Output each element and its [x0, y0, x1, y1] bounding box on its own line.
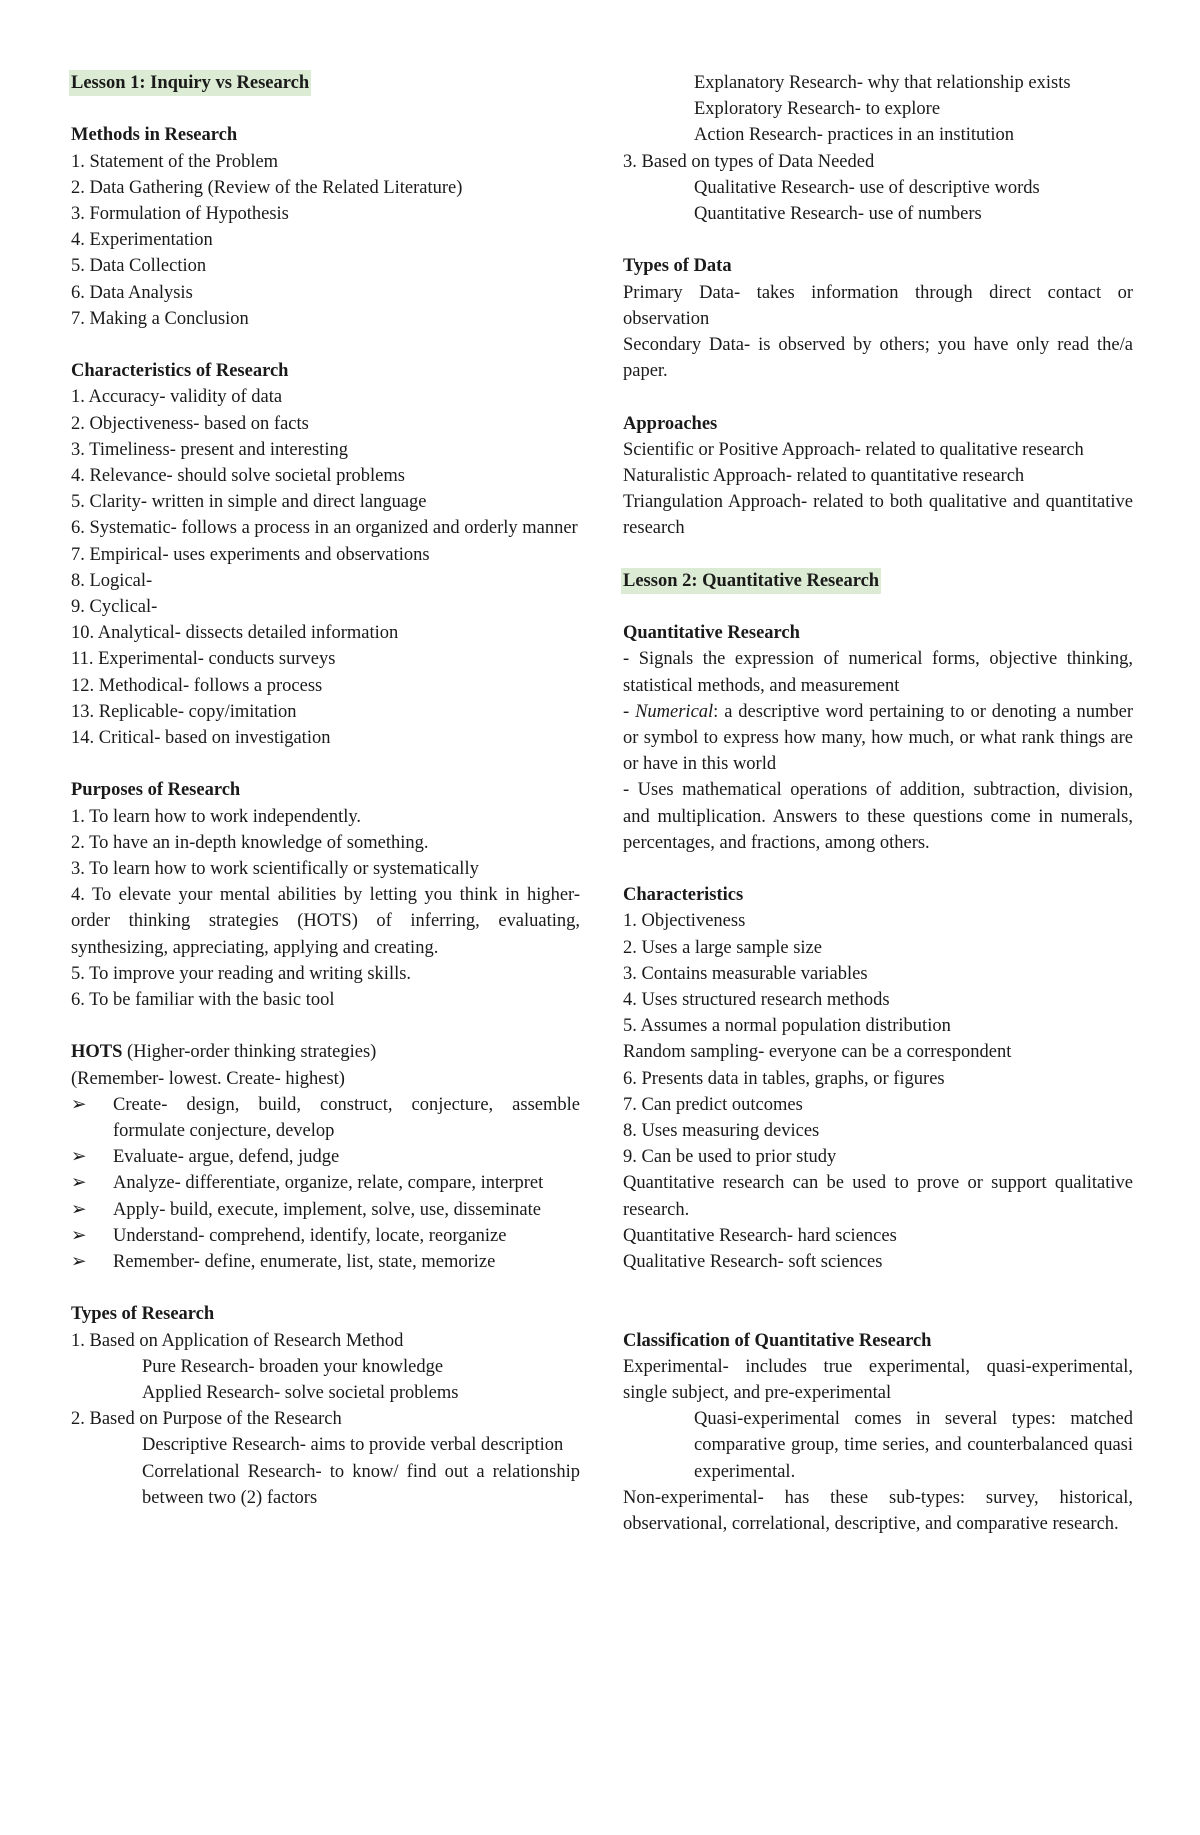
quant-characteristic: 3. Contains measurable variables: [623, 963, 868, 984]
hots-bullet: [71, 1249, 580, 1275]
types-group: 3. Based on types of Data Needed: [623, 151, 875, 172]
hots-bullet-text: Create- design, build, construct, conjecture, assemble formulate conjecture, develop: [113, 1094, 580, 1142]
quant-characteristic: 9. Can be used to prior study: [623, 1147, 837, 1168]
hots-bullet: [71, 1144, 580, 1170]
types-subitem: Quantitative Research- use of numbers: [694, 204, 982, 225]
arrow-bullet-icon: ➢: [71, 1147, 87, 1168]
hots-bullet-text: Remember- define, enumerate, list, state, memorize: [113, 1252, 496, 1273]
methods-item: 1. Statement of the Problem: [71, 151, 279, 172]
characteristics-item: 2. Objectiveness- based on facts: [71, 413, 309, 434]
types-group: 2. Based on Purpose of the Research: [71, 1409, 342, 1430]
purposes-item: 6. To be familiar with the basic tool: [71, 990, 335, 1011]
quant-characteristic: 2. Uses a large sample size: [623, 937, 822, 958]
purposes-item: 5. To improve your reading and writing skills.: [71, 963, 412, 984]
quant-heading: Quantitative Research: [623, 623, 800, 644]
characteristics-item: 4. Relevance- should solve societal problems: [71, 466, 405, 487]
characteristics-heading: Characteristics of Research: [71, 361, 289, 382]
quant-characteristic: 7. Can predict outcomes: [623, 1094, 803, 1115]
quant-characteristic: 1. Objectiveness: [623, 911, 746, 932]
quant-paragraph: - Uses mathematical operations of addition, subtraction, division, and multiplication. Answers to these questions come in numerals, percentages, and fractions, among others.: [623, 780, 1133, 853]
approach-item: Triangulation Approach- related to both qualitative and quantitative research: [623, 492, 1133, 539]
characteristics-item: 11. Experimental- conducts surveys: [71, 649, 336, 670]
characteristics-item: 1. Accuracy- validity of data: [71, 387, 283, 408]
hots-bullet: [71, 1092, 580, 1144]
types-subitem: Applied Research- solve societal problems: [142, 1383, 459, 1404]
characteristics-item: 5. Clarity- written in simple and direct language: [71, 492, 427, 513]
purposes-item: 3. To learn how to work scientifically or systematically: [71, 859, 479, 880]
methods-heading: Methods in Research: [71, 125, 238, 146]
arrow-bullet-icon: ➢: [71, 1252, 87, 1273]
methods-item: 6. Data Analysis: [71, 282, 193, 303]
quant-definition: : a descriptive word pertaining to or denoting a number or symbol to express how many, how much, or what rank things are or have in this world: [623, 701, 1133, 775]
quant-characteristic: 4. Uses structured research methods: [623, 990, 890, 1011]
types-subitem: Explanatory Research- why that relationship exists: [694, 73, 1071, 93]
methods-item: 5. Data Collection: [71, 256, 207, 277]
hots-heading-rest: (Higher-order thinking strategies): [122, 1042, 377, 1063]
left-column: [71, 70, 580, 1511]
quant-note: Quantitative research can be used to prove or support qualitative research.: [623, 1173, 1133, 1220]
hots-heading-bold: HOTS: [71, 1042, 123, 1063]
quant-paragraph: - Signals the expression of numerical forms, objective thinking, statistical methods, and measurement: [623, 649, 1133, 696]
quant-note: Quantitative Research- hard sciences: [623, 1225, 897, 1246]
hots-bullet-text: Understand- comprehend, identify, locate, reorganize: [113, 1225, 507, 1246]
classification-heading: Classification of Quantitative Research: [623, 1330, 932, 1351]
methods-item: 7. Making a Conclusion: [71, 308, 249, 329]
lesson2-title: Lesson 2: Quantitative Research: [621, 568, 881, 594]
types-heading: Types of Research: [71, 1304, 215, 1325]
classification-subitem: Quasi-experimental comes in several types: matched comparative group, time series, and counterbalanced quasi experimental.: [694, 1409, 1133, 1482]
numerical-term: Numerical: [635, 701, 714, 722]
quant-paragraph: [623, 699, 1133, 778]
types-subitem: Exploratory Research- to explore: [694, 99, 941, 120]
hots-bullet: [71, 1223, 580, 1249]
types-of-data-heading: Types of Data: [623, 256, 732, 277]
secondary-data: Secondary Data- is observed by others; you have only read the/a paper.: [623, 335, 1133, 382]
quant-characteristic: 8. Uses measuring devices: [623, 1121, 820, 1142]
purposes-heading: Purposes of Research: [71, 780, 241, 801]
hots-bullet-text: Evaluate- argue, defend, judge: [113, 1147, 340, 1168]
quant-prefix: -: [623, 701, 636, 722]
quant-note: Qualitative Research- soft sciences: [623, 1252, 883, 1273]
characteristics-item: 9. Cyclical-: [71, 597, 158, 618]
types-subitem: Correlational Research- to know/ find out a relationship between two (2) factors: [142, 1461, 580, 1508]
types-subitem: Descriptive Research- aims to provide verbal description: [142, 1435, 564, 1456]
arrow-bullet-icon: ➢: [71, 1173, 87, 1194]
types-subitem: Qualitative Research- use of descriptive words: [694, 177, 1040, 198]
primary-data: Primary Data- takes information through direct contact or observation: [623, 282, 1133, 329]
types-subitem: Action Research- practices in an institution: [694, 125, 1015, 146]
classification-item: Experimental- includes true experimental, quasi-experimental, single subject, and pre-experimental: [623, 1356, 1133, 1404]
types-group: 1. Based on Application of Research Method: [71, 1330, 404, 1351]
characteristics-item: 10. Analytical- dissects detailed information: [71, 623, 399, 644]
methods-item: 2. Data Gathering (Review of the Related Literature): [71, 177, 463, 198]
types-subitem: Pure Research- broaden your knowledge: [142, 1356, 444, 1377]
quant-characteristic: 5. Assumes a normal population distribution: [623, 1016, 951, 1037]
arrow-bullet-icon: ➢: [71, 1094, 87, 1115]
classification-item: Non-experimental- has these sub-types: survey, historical, observational, correlational, descriptive, and comparative research.: [623, 1487, 1133, 1535]
arrow-bullet-icon: ➢: [71, 1225, 87, 1246]
characteristics-item: 12. Methodical- follows a process: [71, 675, 323, 696]
characteristics-item: 8. Logical-: [71, 570, 153, 591]
purposes-item: 2. To have an in-depth knowledge of something.: [71, 832, 429, 853]
random-sampling-note: Random sampling- everyone can be a correspondent: [623, 1042, 1012, 1063]
lesson1-title: Lesson 1: Inquiry vs Research: [69, 70, 311, 96]
hots-heading: [71, 1039, 580, 1065]
methods-item: 4. Experimentation: [71, 230, 213, 251]
hots-bullet: [71, 1170, 580, 1196]
approach-item: Scientific or Positive Approach- related to qualitative research: [623, 439, 1084, 460]
approach-item: Naturalistic Approach- related to quantitative research: [623, 466, 1025, 487]
hots-bullet-text: Apply- build, execute, implement, solve, use, disseminate: [113, 1199, 541, 1220]
approaches-heading: Approaches: [623, 413, 718, 434]
methods-item: 3. Formulation of Hypothesis: [71, 204, 289, 224]
quant-characteristics-heading: Characteristics: [623, 885, 744, 906]
hots-bullet-text: Analyze- differentiate, organize, relate, compare, interpret: [113, 1173, 544, 1194]
hots-subheading: (Remember- lowest. Create- highest): [71, 1068, 345, 1089]
hots-bullet: [71, 1197, 580, 1223]
characteristics-item: 6. Systematic- follows a process in an organized and orderly manner: [71, 518, 578, 539]
right-column: [623, 70, 1133, 1537]
purposes-item: 1. To learn how to work independently.: [71, 806, 362, 827]
arrow-bullet-icon: ➢: [71, 1199, 87, 1220]
characteristics-item: 3. Timeliness- present and interesting: [71, 439, 348, 460]
characteristics-item: 13. Replicable- copy/imitation: [71, 701, 297, 722]
quant-characteristic: 6. Presents data in tables, graphs, or figures: [623, 1068, 945, 1089]
characteristics-item: 14. Critical- based on investigation: [71, 728, 331, 749]
characteristics-item: 7. Empirical- uses experiments and observations: [71, 544, 430, 565]
purposes-item: 4. To elevate your mental abilities by letting you think in higher-order thinking strategies (HOTS) of inferring, evaluating, synthesizing, appreciating, applying and creating.: [71, 885, 580, 958]
